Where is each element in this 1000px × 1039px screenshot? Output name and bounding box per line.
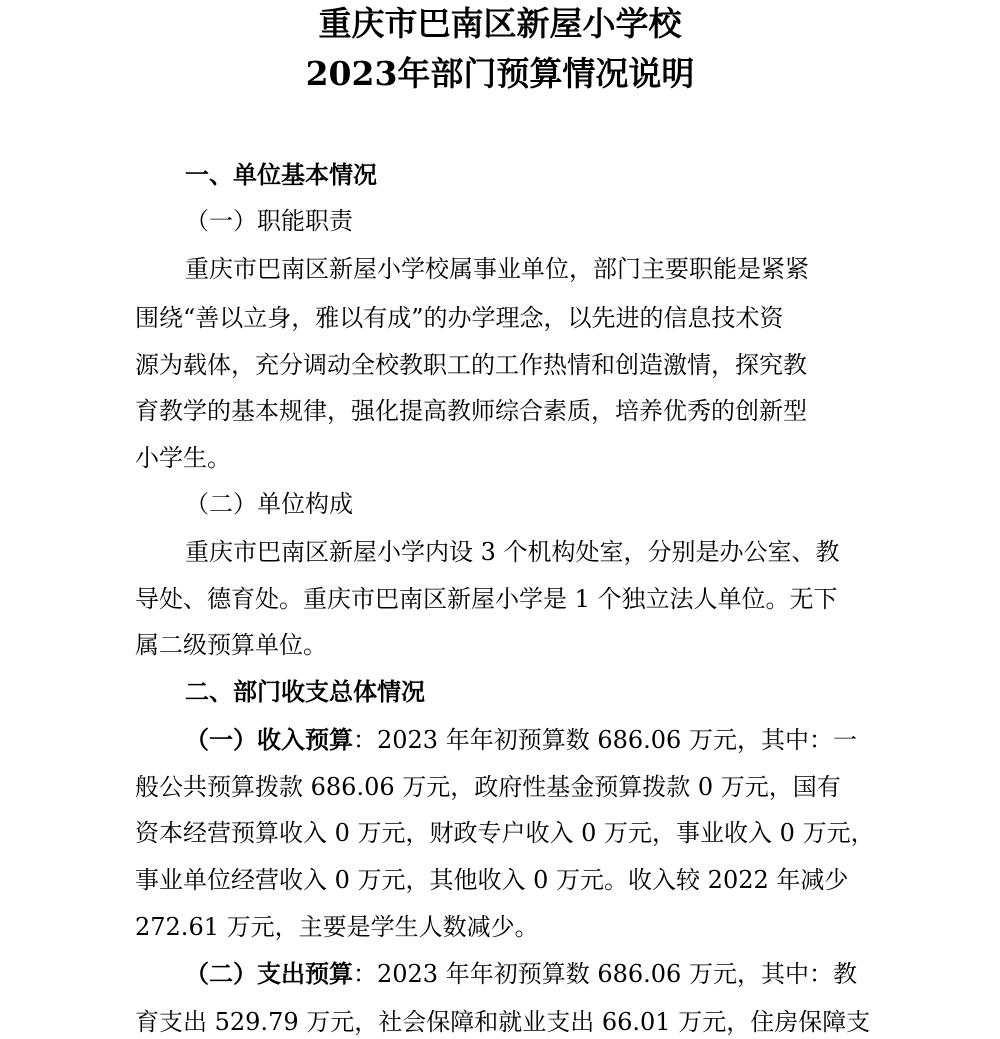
expense-paragraph-line: 育支出 529.79 万元，社会保障和就业支出 66.01 万元，住房保障支 [135, 1008, 871, 1036]
income-paragraph-line: 般公共预算拨款 686.06 万元，政府性基金预算拨款 0 万元，国有 [135, 773, 841, 801]
duties-paragraph-line: 源为载体，充分调动全校教职工的工作热情和创造激情，探究教 [135, 351, 807, 379]
document-title-line-1: 重庆市巴南区新屋小学校 [318, 4, 682, 43]
expense-paragraph-first-line [185, 959, 857, 989]
income-paragraph-line: 事业单位经营收入 0 万元，其他收入 0 万元。收入较 2022 年减少 [135, 866, 849, 894]
structure-paragraph-line: 导处、德育处。重庆市巴南区新屋小学是 1 个独立法人单位。无下 [135, 585, 838, 613]
section-1-subheading-duties: （一）职能职责 [185, 207, 353, 235]
income-paragraph-line: 资本经营预算收入 0 万元，财政专户收入 0 万元，事业收入 0 万元， [135, 819, 875, 847]
duties-paragraph-line: 重庆市巴南区新屋小学校属事业单位，部门主要职能是紧紧 [185, 255, 809, 283]
income-budget-label: （一）收入预算 [185, 725, 353, 754]
section-2-heading: 二、部门收支总体情况 [185, 677, 425, 706]
income-paragraph-first-line [185, 725, 857, 755]
structure-paragraph-line: 属二级预算单位。 [135, 631, 327, 659]
duties-paragraph-line: 育教学的基本规律，强化提高教师综合素质，培养优秀的创新型 [135, 397, 807, 425]
income-paragraph-line: 272.61 万元，主要是学生人数减少。 [135, 913, 539, 941]
income-budget-text: ：2023 年年初预算数 686.06 万元，其中：一 [353, 726, 857, 754]
section-1-heading: 一、单位基本情况 [185, 160, 377, 189]
expense-budget-label: （二）支出预算 [185, 959, 353, 988]
structure-paragraph-line: 重庆市巴南区新屋小学内设 3 个机构处室，分别是办公室、教 [185, 538, 840, 566]
duties-paragraph-line: 小学生。 [135, 444, 231, 472]
section-1-subheading-structure: （二）单位构成 [185, 490, 353, 518]
document-title-line-2: 2023年部门预算情况说明 [305, 54, 695, 93]
expense-budget-text: ：2023 年年初预算数 686.06 万元，其中：教 [353, 960, 857, 988]
duties-paragraph-line: 围绕“善以立身，雅以有成”的办学理念，以先进的信息技术资 [135, 304, 784, 332]
